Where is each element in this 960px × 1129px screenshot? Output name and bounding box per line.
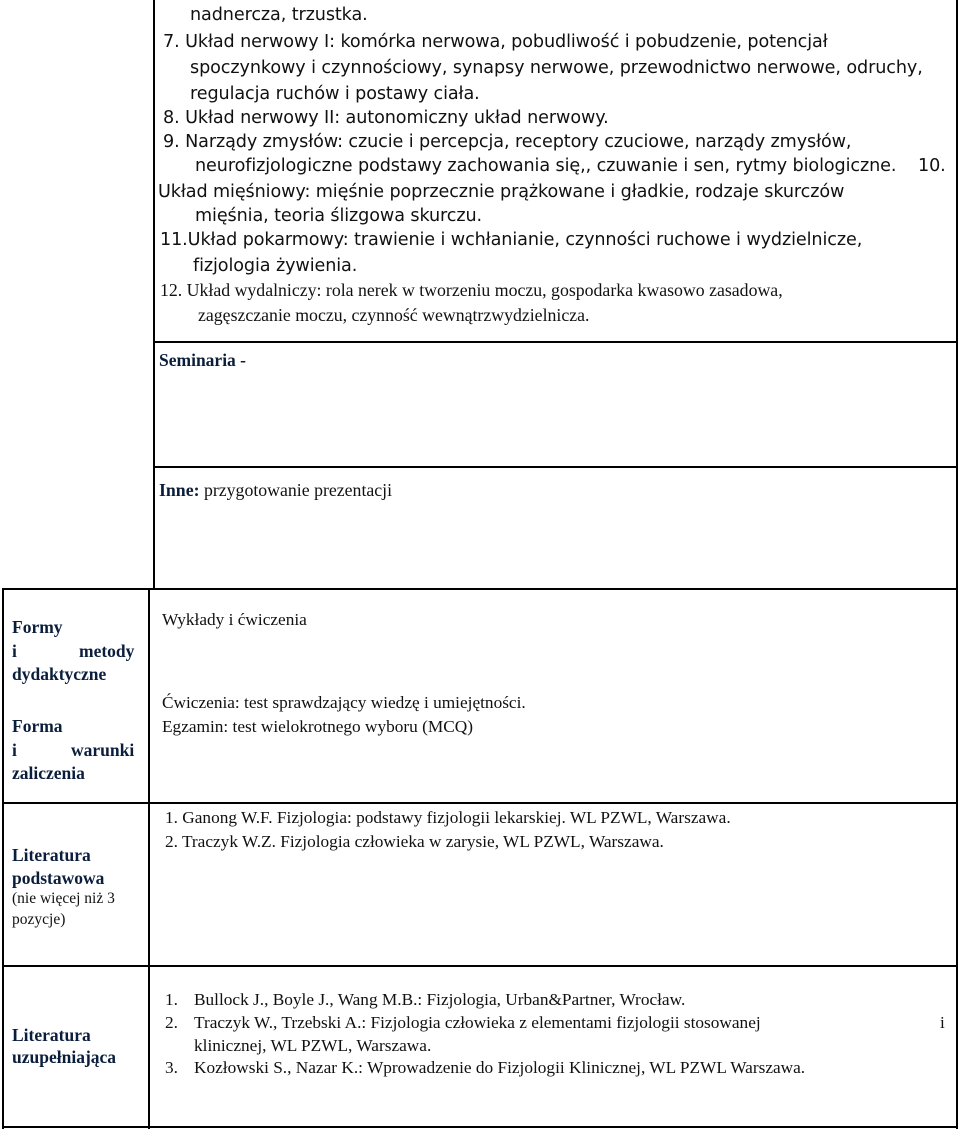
- lit-uzup-item: Traczyk W., Trzebski A.: Fizjologia człowieka z elementami fizjologii stosowanej: [194, 1013, 761, 1032]
- lit-uzup-item-number: 1.: [165, 990, 178, 1009]
- lit-podst-label: Literatura: [12, 845, 91, 865]
- topic-line: regulacja ruchów i postawy ciała.: [190, 84, 480, 104]
- topic-item-11: 11.Układ pokarmowy: trawienie i wchłanianie, czynności ruchowe i wydzielnicze,: [160, 230, 863, 250]
- lit-uzup-item-number: 3.: [165, 1058, 178, 1077]
- inne-text: przygotowanie prezentacji: [199, 480, 393, 500]
- topic-item-12: 12. Układ wydalniczy: rola nerek w tworzeniu moczu, gospodarka kwasowo zasadowa,: [160, 280, 783, 300]
- forma-label: warunki: [71, 740, 135, 760]
- lit-uzup-item-continued: klinicznej, WL PZWL, Warszawa.: [194, 1036, 432, 1055]
- formy-label: dydaktyczne: [12, 664, 107, 684]
- topic-item-10-number: 10.: [918, 156, 946, 176]
- formy-value: Wykłady i ćwiczenia: [162, 610, 307, 629]
- topic-item-7: 7. Układ nerwowy I: komórka nerwowa, pobudliwość i pobudzenie, potencjał: [163, 32, 828, 52]
- lit-uzup-item-tail: i: [940, 1013, 945, 1032]
- topic-line: mięśnia, teoria ślizgowa skurczu.: [195, 206, 483, 226]
- lit-podst-item: 2. Traczyk W.Z. Fizjologia człowieka w zarysie, WL PZWL, Warszawa.: [165, 832, 664, 851]
- lit-podst-note: pozycje): [12, 911, 66, 928]
- forma-value: Ćwiczenia: test sprawdzający wiedzę i umiejętności.: [162, 693, 526, 712]
- topic-line: zagęszczanie moczu, czynność wewnątrzwydzielnicza.: [198, 305, 590, 325]
- table-border-left-lower: [2, 588, 4, 1129]
- formy-label: i: [12, 641, 17, 661]
- topic-item-8: 8. Układ nerwowy II: autonomiczny układ nerwowy.: [163, 108, 609, 128]
- table-rule-bottom: [2, 1126, 958, 1128]
- lit-uzup-item: Bullock J., Boyle J., Wang M.B.: Fizjologia, Urban&Partner, Wrocław.: [194, 990, 686, 1009]
- formy-label: Formy: [12, 617, 63, 637]
- forma-label: Forma: [12, 716, 63, 736]
- table-border-left-upper: [153, 0, 155, 590]
- topic-line: nadnercza, trzustka.: [190, 5, 368, 25]
- topic-line: neurofizjologiczne podstawy zachowania się,, czuwanie i sen, rytmy biologiczne.: [195, 156, 897, 176]
- lit-uzup-item-number: 2.: [165, 1013, 178, 1032]
- forma-value: Egzamin: test wielokrotnego wyboru (MCQ): [162, 717, 474, 736]
- table-column-divider: [148, 588, 150, 1129]
- inne-row: [159, 480, 392, 501]
- topic-line: fizjologia żywienia.: [193, 256, 358, 276]
- lit-podst-label: podstawowa: [12, 868, 105, 888]
- lit-uzup-label: Literatura: [12, 1025, 91, 1045]
- table-rule-inne: [153, 466, 958, 468]
- topic-item-10: Układ mięśniowy: mięśnie poprzecznie prążkowane i gładkie, rodzaje skurczów: [158, 182, 845, 202]
- lit-podst-note: (nie więcej niż 3: [12, 890, 115, 907]
- inne-label: Inne:: [159, 480, 200, 500]
- topic-line: spoczynkowy i czynnościowy, synapsy nerwowe, przewodnictwo nerwowe, odruchy,: [190, 58, 923, 78]
- formy-label: metody: [79, 641, 135, 661]
- table-border-right: [956, 0, 958, 1129]
- table-rule-literatura: [2, 802, 958, 804]
- table-rule-uzupelniajaca: [2, 965, 958, 967]
- topic-item-9: 9. Narządy zmysłów: czucie i percepcja, receptory czuciowe, narządy zmysłów,: [163, 132, 852, 152]
- seminaria-label: Seminaria -: [159, 350, 247, 370]
- forma-label: i: [12, 740, 17, 760]
- lit-uzup-label: uzupełniająca: [12, 1047, 117, 1067]
- table-rule-lower-start: [2, 588, 958, 590]
- lit-uzup-item: Kozłowski S., Nazar K.: Wprowadzenie do Fizjologii Klinicznej, WL PZWL Warszawa.: [194, 1058, 806, 1077]
- table-rule-seminaria: [153, 341, 958, 343]
- forma-label: zaliczenia: [12, 763, 85, 783]
- lit-podst-item: 1. Ganong W.F. Fizjologia: podstawy fizjologii lekarskiej. WL PZWL, Warszawa.: [165, 808, 731, 827]
